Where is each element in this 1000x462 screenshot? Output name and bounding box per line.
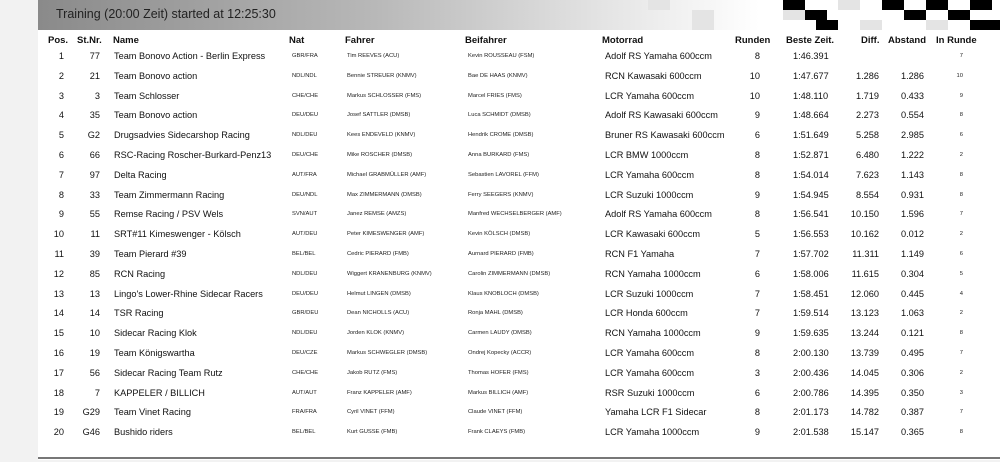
col-in-runde: In Runde <box>936 35 977 46</box>
cell-nat: GBR/FRA <box>292 53 318 59</box>
cell-abstand: 0.387 <box>901 407 924 418</box>
cell-runden: 9 <box>754 189 760 200</box>
cell-beifahrer: Klaus KNOBLOCH (DMSB) <box>468 290 539 297</box>
cell-stnr: 11 <box>90 229 100 240</box>
cell-beifahrer: Thomas HOFER (FMS) <box>468 369 529 376</box>
cell-beste-zeit: 2:00.130 <box>793 348 829 358</box>
cell-abstand: 0.350 <box>901 387 924 398</box>
cell-in-runde: 8 <box>959 429 963 436</box>
cell-abstand: 1.596 <box>901 209 924 220</box>
cell-team-name: KAPPELER / BILLICH <box>114 387 205 398</box>
table-row <box>38 205 1000 225</box>
cell-runden: 3 <box>754 367 760 378</box>
cell-beste-zeit: 2:00.436 <box>793 367 829 378</box>
cell-nat: DEU/DEU <box>292 290 319 297</box>
cell-nat: SVN/AUT <box>292 211 318 218</box>
cell-motorrad: RCN Kawasaki 600ccm <box>605 70 702 81</box>
cell-beifahrer: Ondrej Kopecky (ACCR) <box>468 350 532 356</box>
cell-nat: CHE/CHE <box>292 92 319 99</box>
cell-abstand: 0.554 <box>901 110 924 121</box>
cell-pos: 3 <box>58 90 64 101</box>
cell-runden: 8 <box>754 407 760 418</box>
cell-nat: NDL/DEU <box>292 132 318 139</box>
cell-runden: 7 <box>754 249 760 259</box>
cell-motorrad: RCN Yamaha 1000ccm <box>605 328 701 339</box>
cell-stnr: 21 <box>89 70 100 81</box>
cell-diff: 14.782 <box>850 407 879 418</box>
cell-beste-zeit: 1:46.391 <box>793 51 829 61</box>
cell-diff: 10.150 <box>850 209 879 220</box>
cell-fahrer: Kees ENDEVELD (KNMV) <box>347 132 416 139</box>
col-abstand: Abstand <box>888 35 926 46</box>
cell-pos: 7 <box>58 169 64 180</box>
cell-abstand: 1.286 <box>901 70 924 81</box>
cell-beifahrer: Anna BURKARD (FMS) <box>468 152 530 158</box>
cell-motorrad: LCR Suzuki 1000ccm <box>605 189 694 200</box>
cell-beste-zeit: 1:51.649 <box>793 130 829 141</box>
cell-pos: 4 <box>58 110 64 121</box>
cell-pos: 1 <box>58 51 64 61</box>
table-row <box>38 47 1000 67</box>
cell-diff: 13.739 <box>850 348 879 358</box>
cell-diff: 12.060 <box>850 288 879 299</box>
cell-abstand: 0.365 <box>901 427 924 438</box>
cell-diff: 13.244 <box>850 328 879 339</box>
col-nat: Nat <box>289 35 305 46</box>
cell-abstand: 1.063 <box>901 308 924 319</box>
cell-in-runde: 8 <box>959 171 963 178</box>
cell-stnr: 55 <box>89 209 100 220</box>
cell-team-name: Sidecar Racing Klok <box>114 328 197 339</box>
cell-fahrer: Dean NICHOLLS (ACU) <box>347 310 410 317</box>
cell-nat: CHE/CHE <box>292 369 319 376</box>
cell-nat: GBR/DEU <box>292 310 319 317</box>
cell-team-name: Team Schlosser <box>114 90 180 101</box>
cell-beifahrer: Markus BILLICH (AMF) <box>468 389 529 396</box>
cell-fahrer: Franz KAPPELER (AMF) <box>347 389 412 396</box>
cell-nat: DEU/CZE <box>292 350 318 356</box>
cell-nat: DEU/CHE <box>292 152 319 158</box>
cell-in-runde: 3 <box>959 389 963 396</box>
table-row <box>38 304 1000 324</box>
cell-motorrad: LCR Yamaha 600ccm <box>605 90 695 101</box>
cell-beste-zeit: 1:59.514 <box>793 308 829 319</box>
cell-runden: 9 <box>754 328 760 339</box>
cell-stnr: 19 <box>89 348 100 358</box>
table-row <box>38 106 1000 126</box>
cell-beste-zeit: 1:59.635 <box>793 328 829 339</box>
cell-team-name: Team Bonovo action <box>114 70 198 81</box>
table-row <box>38 384 1000 404</box>
cell-runden: 5 <box>754 229 760 240</box>
cell-team-name: Team Zimmermann Racing <box>114 189 225 200</box>
table-row <box>38 265 1000 285</box>
cell-beifahrer: Kevin KÖLSCH (DMSB) <box>468 231 531 238</box>
cell-runden: 7 <box>754 308 760 319</box>
cell-fahrer: Bennie STREUER (KNMV) <box>347 72 417 79</box>
cell-abstand: 0.306 <box>901 367 924 378</box>
cell-abstand: 0.445 <box>901 288 924 299</box>
col-beste-zeit: Beste Zeit. <box>786 35 835 46</box>
cell-fahrer: Michael GRABMÜLLER (AMF) <box>347 171 427 178</box>
cell-pos: 12 <box>53 268 64 279</box>
cell-team-name: Team Pierard #39 <box>114 249 187 259</box>
cell-in-runde: 7 <box>959 409 963 416</box>
cell-runden: 9 <box>754 427 760 438</box>
cell-fahrer: Markus SCHLOSSER (FMS) <box>347 92 422 99</box>
cell-beifahrer: Luca SCHMIDT (DMSB) <box>468 112 531 119</box>
cell-beifahrer: Hendrik CROME (DMSB) <box>468 132 534 139</box>
cell-fahrer: Peter KIMESWENGER (AMF) <box>347 231 425 238</box>
cell-nat: NDL/NDL <box>292 72 317 79</box>
results-sheet <box>38 0 1000 460</box>
cell-nat: BEL/BEL <box>292 251 316 257</box>
table-row <box>38 67 1000 87</box>
cell-abstand: 0.495 <box>901 348 924 358</box>
cell-beste-zeit: 1:57.702 <box>793 249 829 259</box>
cell-runden: 10 <box>749 70 760 81</box>
table-row <box>38 364 1000 384</box>
cell-runden: 8 <box>754 348 760 358</box>
cell-abstand: 1.143 <box>901 169 924 180</box>
cell-beifahrer: Sebastien LAVOREL (FFM) <box>468 171 539 178</box>
cell-motorrad: LCR Suzuki 1000ccm <box>605 288 694 299</box>
cell-in-runde: 7 <box>959 211 963 218</box>
table-row <box>38 166 1000 186</box>
cell-team-name: Delta Racing <box>114 169 167 180</box>
cell-nat: NDL/DEU <box>292 330 318 337</box>
cell-team-name: Lingo's Lower-Rhine Sidecar Racers <box>114 288 263 299</box>
cell-beste-zeit: 1:58.451 <box>793 288 829 299</box>
cell-in-runde: 9 <box>959 92 963 99</box>
cell-runden: 6 <box>754 387 760 398</box>
cell-nat: NDL/DEU <box>292 270 318 277</box>
cell-stnr: 66 <box>89 150 100 160</box>
cell-pos: 17 <box>53 367 64 378</box>
cell-in-runde: 2 <box>959 231 963 238</box>
cell-runden: 6 <box>754 268 760 279</box>
cell-beste-zeit: 2:01.173 <box>793 407 829 418</box>
cell-team-name: SRT#11 Kimeswenger - Kölsch <box>114 229 241 240</box>
cell-beste-zeit: 1:54.945 <box>793 189 829 200</box>
cell-in-runde: 6 <box>959 251 963 257</box>
cell-beste-zeit: 2:01.538 <box>793 427 829 438</box>
cell-motorrad: RCN Yamaha 1000ccm <box>605 268 701 279</box>
cell-stnr: 39 <box>89 249 100 259</box>
cell-runden: 10 <box>749 90 760 101</box>
cell-diff: 1.719 <box>856 90 879 101</box>
cell-nat: BEL/BEL <box>292 429 316 436</box>
cell-stnr: G46 <box>82 427 100 438</box>
cell-fahrer: Janez REMSE (AMZS) <box>347 211 407 218</box>
cell-beifahrer: Marcel FRIES (FMS) <box>468 92 522 99</box>
table-row <box>38 285 1000 305</box>
cell-motorrad: LCR Yamaha 600ccm <box>605 367 695 378</box>
bottom-divider <box>38 457 1000 459</box>
cell-beste-zeit: 1:48.110 <box>793 90 829 101</box>
col-beifahrer: Beifahrer <box>465 35 507 46</box>
cell-diff: 14.395 <box>850 387 879 398</box>
cell-diff: 14.045 <box>850 367 879 378</box>
cell-pos: 9 <box>58 209 64 220</box>
cell-motorrad: LCR BMW 1000ccm <box>605 150 689 160</box>
cell-motorrad: LCR Honda 600ccm <box>605 308 688 319</box>
cell-stnr: 56 <box>89 367 100 378</box>
session-title: Training (20:00 Zeit) started at 12:25:30 <box>56 7 276 21</box>
col-pos: Pos. <box>48 35 69 46</box>
cell-motorrad: Bruner RS Kawasaki 600ccm <box>605 130 725 141</box>
cell-pos: 15 <box>53 328 64 339</box>
table-row <box>38 423 1000 443</box>
cell-in-runde: 8 <box>959 112 963 119</box>
table-row <box>38 87 1000 107</box>
cell-motorrad: LCR Yamaha 1000ccm <box>605 427 700 438</box>
cell-pos: 13 <box>53 288 64 299</box>
cell-diff: 7.623 <box>856 169 879 180</box>
cell-runden: 8 <box>754 150 760 160</box>
cell-abstand: 1.149 <box>901 249 924 259</box>
cell-fahrer: Cyril VINET (FFM) <box>347 409 395 416</box>
cell-pos: 14 <box>53 308 64 319</box>
cell-fahrer: Max ZIMMERMANN (DMSB) <box>347 191 422 198</box>
cell-in-runde: 10 <box>956 72 963 79</box>
cell-pos: 16 <box>53 348 64 358</box>
cell-pos: 8 <box>58 189 64 200</box>
col-runden: Runden <box>735 35 771 46</box>
cell-diff: 5.258 <box>856 130 879 141</box>
cell-beste-zeit: 1:48.664 <box>793 110 829 121</box>
cell-fahrer: Helmut LINGEN (DMSB) <box>347 290 411 297</box>
cell-fahrer: Jakob RUTZ (FMS) <box>347 369 398 376</box>
cell-fahrer: Josef SATTLER (DMSB) <box>347 112 411 119</box>
cell-runden: 8 <box>754 51 760 61</box>
cell-beifahrer: Carolin ZIMMERMANN (DMSB) <box>468 270 551 277</box>
cell-stnr: 33 <box>89 189 100 200</box>
cell-stnr: 97 <box>89 169 100 180</box>
cell-motorrad: Adolf RS Kawasaki 600ccm <box>605 110 718 121</box>
cell-motorrad: LCR Yamaha 600ccm <box>605 169 695 180</box>
cell-pos: 18 <box>53 387 64 398</box>
cell-beifahrer: Ronja MAHL (DMSB) <box>468 310 523 317</box>
cell-diff: 2.273 <box>856 110 879 121</box>
cell-diff: 6.480 <box>856 150 879 160</box>
cell-in-runde: 4 <box>959 290 963 297</box>
cell-stnr: 35 <box>89 110 100 121</box>
cell-motorrad: Adolf RS Yamaha 600ccm <box>605 51 712 61</box>
cell-beste-zeit: 1:54.014 <box>793 169 829 180</box>
col-name: Name <box>113 35 139 46</box>
cell-fahrer: Wiggert KRANENBURG (KNMV) <box>347 270 432 277</box>
cell-beifahrer: Aurnard PIERARD (FMB) <box>468 251 534 257</box>
cell-motorrad: Adolf RS Yamaha 600ccm <box>605 209 712 220</box>
cell-fahrer: Markus SCHWEGLER (DMSB) <box>347 350 428 356</box>
table-row <box>38 146 1000 166</box>
cell-stnr: 77 <box>89 51 100 61</box>
cell-pos: 2 <box>58 70 64 81</box>
cell-stnr: 7 <box>94 387 100 398</box>
cell-runden: 8 <box>754 169 760 180</box>
cell-beste-zeit: 2:00.786 <box>793 387 829 398</box>
cell-diff: 13.123 <box>850 308 879 319</box>
cell-pos: 19 <box>53 407 64 418</box>
cell-stnr: 3 <box>94 90 100 101</box>
cell-nat: AUT/AUT <box>292 389 317 396</box>
cell-nat: DEU/NDL <box>292 191 318 198</box>
cell-abstand: 0.012 <box>901 229 924 240</box>
cell-diff: 1.286 <box>856 70 879 81</box>
cell-nat: AUT/FRA <box>292 171 317 178</box>
cell-team-name: Drugsadvies Sidecarshop Racing <box>114 130 250 141</box>
cell-stnr: 85 <box>89 268 100 279</box>
cell-in-runde: 5 <box>959 270 963 277</box>
cell-pos: 5 <box>58 130 64 141</box>
cell-in-runde: 8 <box>959 191 963 198</box>
cell-stnr: 13 <box>89 288 100 299</box>
cell-beifahrer: Carmen LAUDY (DMSB) <box>468 330 532 337</box>
cell-abstand: 0.304 <box>901 268 924 279</box>
cell-abstand: 0.931 <box>901 189 924 200</box>
col-motorrad: Motorrad <box>602 35 644 46</box>
cell-in-runde: 2 <box>959 152 963 158</box>
cell-beifahrer: Manfred WECHSELBERGER (AMF) <box>468 211 562 218</box>
cell-motorrad: Yamaha LCR F1 Sidecar <box>605 407 707 418</box>
table-row <box>38 324 1000 344</box>
cell-team-name: Bushido riders <box>114 427 173 438</box>
cell-fahrer: Mike ROSCHER (DMSB) <box>347 152 413 158</box>
cell-runden: 8 <box>754 209 760 220</box>
cell-team-name: RCN Racing <box>114 268 166 279</box>
cell-pos: 10 <box>53 229 64 240</box>
cell-beste-zeit: 1:56.553 <box>793 229 829 240</box>
cell-nat: AUT/DEU <box>292 231 318 238</box>
cell-diff: 11.311 <box>852 249 879 259</box>
cell-runden: 7 <box>754 288 760 299</box>
cell-team-name: RSC-Racing Roscher-Burkard-Penz13 <box>114 150 272 160</box>
cell-beste-zeit: 1:47.677 <box>793 70 829 81</box>
table-row <box>38 225 1000 245</box>
cell-runden: 6 <box>754 130 760 141</box>
cell-beifahrer: Ferry SEEGERS (KNMV) <box>468 191 534 198</box>
cell-fahrer: Kurt GUSSE (FMB) <box>347 429 398 436</box>
col-diff: Diff. <box>861 35 880 46</box>
table-row <box>38 186 1000 206</box>
cell-team-name: Team Bonovo Action - Berlin Express <box>114 51 266 61</box>
cell-fahrer: Cedric PIERARD (FMB) <box>347 251 409 257</box>
cell-motorrad: LCR Yamaha 600ccm <box>605 348 695 358</box>
cell-motorrad: LCR Kawasaki 600ccm <box>605 229 700 240</box>
cell-abstand: 0.433 <box>901 90 924 101</box>
cell-runden: 9 <box>754 110 760 121</box>
cell-team-name: Team Vinet Racing <box>114 407 191 418</box>
cell-in-runde: 2 <box>959 310 963 317</box>
cell-pos: 20 <box>53 427 64 438</box>
cell-diff: 8.554 <box>856 189 879 200</box>
cell-team-name: TSR Racing <box>114 308 164 319</box>
cell-abstand: 2.985 <box>901 130 924 141</box>
cell-diff: 10.162 <box>850 229 879 240</box>
cell-in-runde: 8 <box>959 330 963 337</box>
cell-team-name: Team Königswartha <box>114 348 195 358</box>
cell-beifahrer: Kevin ROUSSEAU (FSM) <box>468 53 535 59</box>
header-bar <box>38 0 1000 30</box>
cell-fahrer: Jorden KLOK (KNMV) <box>347 330 405 337</box>
cell-pos: 11 <box>54 249 64 259</box>
table-row <box>38 403 1000 423</box>
cell-in-runde: 7 <box>959 53 963 59</box>
table-row <box>38 245 1000 265</box>
cell-abstand: 1.222 <box>901 150 924 160</box>
cell-pos: 6 <box>58 150 64 160</box>
cell-in-runde: 2 <box>959 369 963 376</box>
cell-stnr: 10 <box>89 328 100 339</box>
cell-motorrad: RSR Suzuki 1000ccm <box>605 387 695 398</box>
cell-nat: DEU/DEU <box>292 112 319 119</box>
cell-diff: 11.615 <box>851 268 879 279</box>
col-stnr: St.Nr. <box>77 35 102 46</box>
cell-team-name: Team Bonovo action <box>114 110 198 121</box>
cell-nat: FRA/FRA <box>292 409 317 416</box>
cell-fahrer: Tim REEVES (ACU) <box>347 53 400 59</box>
cell-stnr: G2 <box>87 130 100 141</box>
cell-in-runde: 7 <box>959 350 963 356</box>
cell-beifahrer: Frank CLAEYS (FMB) <box>468 429 526 436</box>
cell-team-name: Remse Racing / PSV Wels <box>114 209 224 220</box>
cell-in-runde: 6 <box>959 132 963 139</box>
cell-stnr: G29 <box>82 407 100 418</box>
cell-beifahrer: Claude VINET (FFM) <box>468 409 523 416</box>
cell-beste-zeit: 1:58.006 <box>793 268 829 279</box>
cell-abstand: 0.121 <box>901 328 924 339</box>
table-row <box>38 126 1000 146</box>
table-row <box>38 344 1000 364</box>
cell-beifahrer: Bae DE HAAS (KNMV) <box>468 72 528 79</box>
cell-stnr: 14 <box>89 308 100 319</box>
cell-beste-zeit: 1:52.871 <box>793 150 829 160</box>
cell-team-name: Sidecar Racing Team Rutz <box>114 367 223 378</box>
cell-beste-zeit: 1:56.541 <box>793 209 829 220</box>
col-fahrer: Fahrer <box>345 35 375 46</box>
cell-motorrad: RCN F1 Yamaha <box>605 249 675 259</box>
cell-diff: 15.147 <box>850 427 879 438</box>
